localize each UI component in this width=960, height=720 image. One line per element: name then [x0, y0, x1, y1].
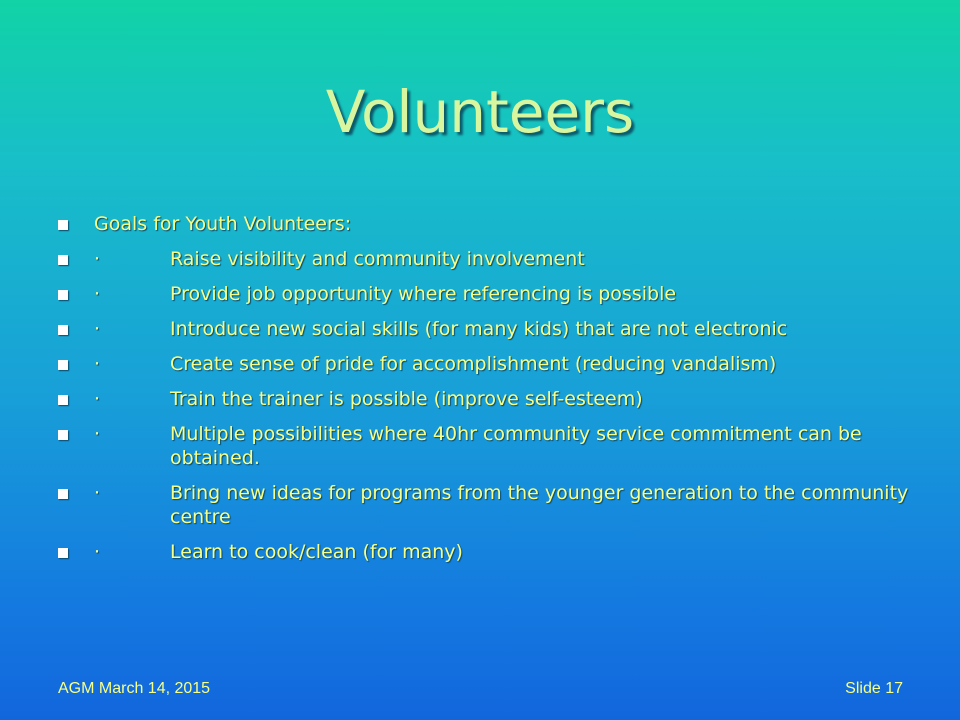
- slide-number: Slide 17: [845, 680, 903, 697]
- list-item-dot: ·: [94, 353, 101, 375]
- footer-date: AGM March 14, 2015: [58, 680, 211, 697]
- list-item-text: Multiple possibilities where 40hr community service commitment can be obtained.: [170, 423, 862, 469]
- list-item: [58, 317, 918, 341]
- list-item-text: Goals for Youth Volunteers:: [94, 213, 352, 235]
- list-item-text: Provide job opportunity where referencing is possible: [170, 283, 677, 305]
- list-item-text: Train the trainer is possible (improve self-esteem): [170, 388, 643, 410]
- square-bullet-icon: [58, 290, 68, 300]
- list-item: [58, 247, 918, 271]
- list-item-dot: ·: [94, 423, 101, 445]
- square-bullet-icon: [58, 360, 68, 370]
- square-bullet-icon: [58, 395, 68, 405]
- list-item: [58, 540, 918, 564]
- list-item-dot: ·: [94, 283, 101, 305]
- list-item: [58, 481, 918, 529]
- list-item-text: Learn to cook/clean (for many): [170, 541, 463, 563]
- square-bullet-icon: [58, 489, 68, 499]
- square-bullet-icon: [58, 220, 68, 230]
- list-item: [58, 387, 918, 411]
- slide-title: Volunteers: [325, 78, 635, 146]
- list-item-text: Introduce new social skills (for many kids) that are not electronic: [170, 318, 788, 340]
- list-item-dot: ·: [94, 248, 101, 270]
- list-item-dot: ·: [94, 541, 101, 563]
- list-item-text: Create sense of pride for accomplishment (reducing vandalism): [170, 353, 777, 375]
- square-bullet-icon: [58, 325, 68, 335]
- list-item-text: Bring new ideas for programs from the younger generation to the community centre: [170, 482, 909, 528]
- square-bullet-icon: [58, 255, 68, 265]
- square-bullet-icon: [58, 430, 68, 440]
- list-item: [58, 282, 918, 306]
- square-bullet-icon: [58, 548, 68, 558]
- list-item-dot: ·: [94, 482, 101, 504]
- list-item: [58, 352, 918, 376]
- list-item: [58, 422, 918, 470]
- bullet-list: [58, 212, 918, 575]
- list-item-dot: ·: [94, 318, 101, 340]
- list-item: [58, 212, 918, 236]
- list-item-text: Raise visibility and community involvement: [170, 248, 585, 270]
- list-item-dot: ·: [94, 388, 101, 410]
